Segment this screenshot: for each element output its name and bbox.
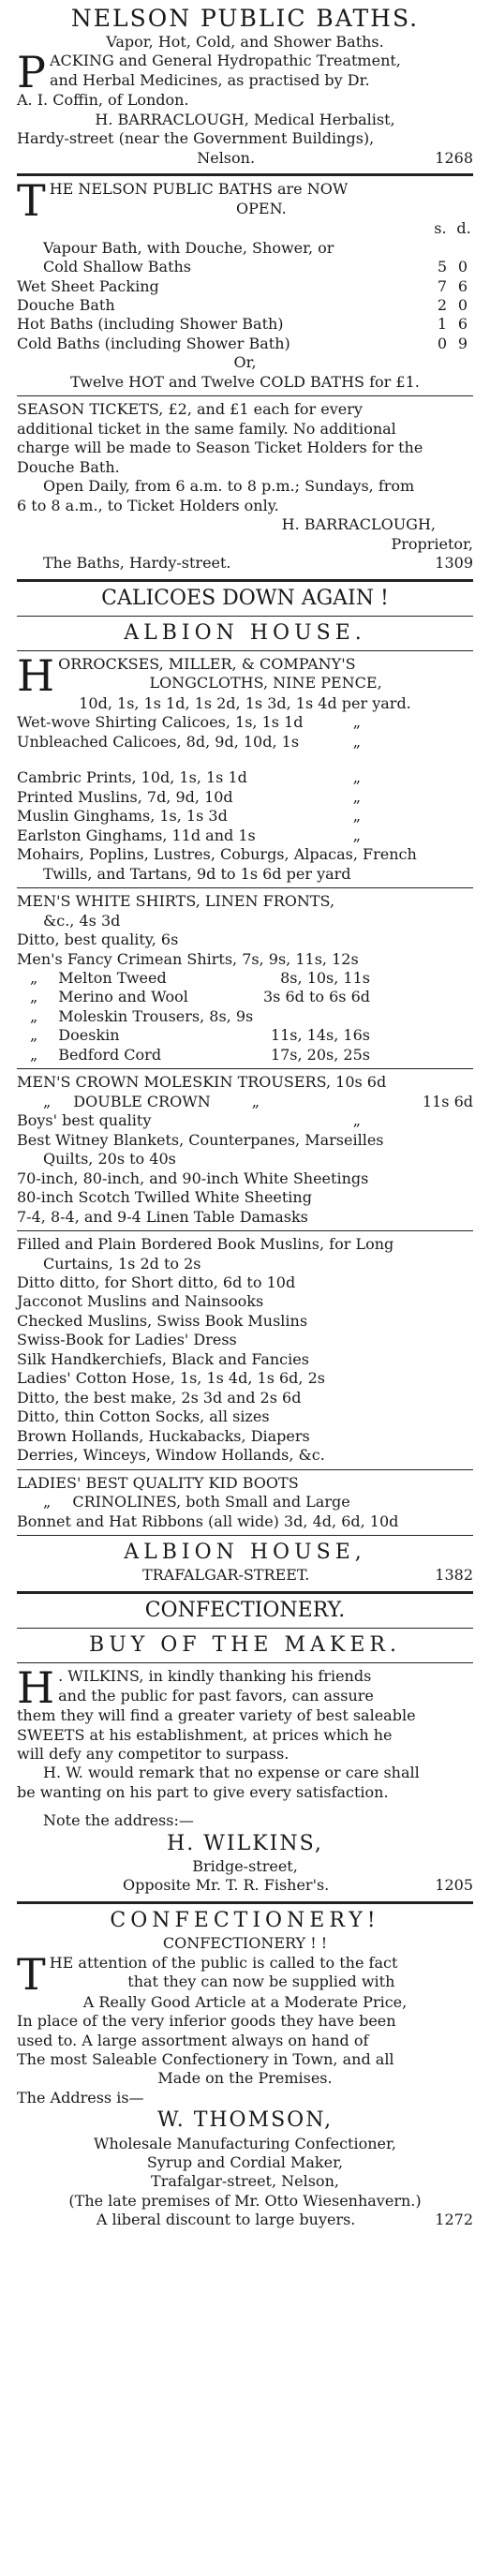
ad-number: 1272 xyxy=(435,2211,473,2229)
ad-nelson-public-baths-1 xyxy=(17,4,473,168)
list-item xyxy=(17,1111,473,1130)
price-row xyxy=(17,315,473,334)
divider xyxy=(17,1628,473,1629)
list-item xyxy=(17,1093,473,1111)
text-line: Note the address:— xyxy=(43,1811,194,1830)
text-line: ACKING and General Hydropathic Treatment, xyxy=(49,52,401,70)
list-item-text: DOUBLE CROWN xyxy=(73,1092,211,1110)
text-line: MEN'S WHITE SHIRTS, LINEN FRONTS, xyxy=(17,892,335,911)
divider xyxy=(17,1535,473,1536)
ad-title: CONFECTIONERY! xyxy=(110,1908,380,1932)
list-item-price: 11s 6d xyxy=(422,1092,473,1110)
ditto-mark: „ xyxy=(30,1006,38,1025)
text-line: The Address is— xyxy=(17,2088,144,2107)
ad-footer-title: ALBION HOUSE, xyxy=(124,1541,366,1565)
list-item xyxy=(17,1046,473,1065)
ad-number: 1382 xyxy=(435,1566,473,1585)
drop-cap: T xyxy=(17,1948,46,2000)
text-line: additional ticket in the same family. No additional xyxy=(17,419,396,438)
text-line: Syrup and Cordial Maker, xyxy=(146,2153,344,2171)
list-item xyxy=(17,969,473,988)
divider xyxy=(17,1230,473,1231)
text-line: HE attention of the public is called to the fact xyxy=(49,1953,398,1972)
advertiser-name: W. THOMSON, xyxy=(156,2108,334,2133)
list-item xyxy=(17,733,473,752)
list-item-text: CRINOLINES, both Small and Large xyxy=(72,1493,350,1511)
list-item xyxy=(17,1493,473,1511)
list-item-text: Bedford Cord xyxy=(58,1045,162,1064)
text-line: Hardy-street (near the Government Buildings), xyxy=(17,129,375,148)
text-line: Twelve HOT and Twelve COLD BATHS for £1. xyxy=(70,372,420,391)
list-item xyxy=(17,788,473,807)
divider xyxy=(17,173,473,176)
ad-number: 1205 xyxy=(435,1876,473,1895)
text-line: Proprietor, xyxy=(391,534,473,553)
ad-title: NELSON PUBLIC BATHS. xyxy=(70,5,420,32)
text-line: Best Witney Blankets, Counterpanes, Marseilles xyxy=(17,1130,384,1149)
ditto-mark: „ xyxy=(352,732,361,751)
list-item xyxy=(17,826,473,845)
ad-subtitle: CONFECTIONERY ! ! xyxy=(162,1934,328,1953)
list-item-text: Doeskin xyxy=(58,1026,120,1045)
text-line xyxy=(17,1566,473,1585)
ditto-mark: „ xyxy=(352,1111,361,1130)
divider xyxy=(17,887,473,888)
ad-body xyxy=(17,47,473,168)
text-line: LONGCLOTHS, NINE PENCE, xyxy=(149,674,382,692)
divider xyxy=(17,616,473,617)
text-line: The Baths, Hardy-street. xyxy=(43,554,231,573)
price-row xyxy=(17,296,473,315)
price-d: 6 xyxy=(457,276,468,295)
price-row xyxy=(17,258,473,276)
col-pence: d. xyxy=(456,219,471,238)
list-item-text: Wet-wove Shirting Calicoes, 1s, 1s 1d xyxy=(17,713,304,732)
text-line: H. BARRACLOUGH, xyxy=(281,515,436,534)
drop-cap: H xyxy=(17,1662,55,1714)
text-line: Ladies' Cotton Hose, 1s, 1s 4d, 1s 6d, 2s xyxy=(17,1369,325,1388)
text-line: Ditto, best quality, 6s xyxy=(17,931,179,949)
price-label: Cold Shallow Baths xyxy=(43,258,192,276)
ditto-mark: „ xyxy=(30,988,38,1006)
ditto-mark: „ xyxy=(30,968,38,987)
list-item-text: Boys' best quality xyxy=(17,1111,152,1130)
ad-nelson-public-baths-2 xyxy=(17,175,473,573)
ad-number: 1309 xyxy=(435,554,473,573)
ad-thomson-confectionery xyxy=(17,1908,473,2230)
ditto-mark: „ xyxy=(352,713,361,732)
price-label: Wet Sheet Packing xyxy=(17,276,159,295)
text-line: Silk Handkerchiefs, Black and Fancies xyxy=(17,1349,309,1368)
list-item-price: 11s, 14s, 16s xyxy=(270,1026,370,1045)
ditto-mark: „ xyxy=(352,807,361,826)
divider xyxy=(17,1469,473,1470)
text-line: In place of the very inferior goods they have been xyxy=(17,2012,396,2031)
divider xyxy=(17,579,473,582)
price-d: 6 xyxy=(457,315,468,334)
col-shillings: s. xyxy=(434,219,447,238)
text-line: Ditto, thin Cotton Socks, all sizes xyxy=(17,1407,270,1426)
text-line: Filled and Plain Bordered Book Muslins, for Long xyxy=(17,1235,394,1254)
list-item-text: Melton Tweed xyxy=(58,968,167,987)
ditto-mark: „ xyxy=(43,1493,52,1511)
text-line: The most Saleable Confectionery in Town, and all xyxy=(17,2049,394,2068)
ditto-mark: „ xyxy=(352,787,361,806)
price-d: 0 xyxy=(457,258,468,276)
text-line: ORROCKSES, MILLER, & COMPANY'S xyxy=(58,654,356,673)
ad-title: CONFECTIONERY. xyxy=(144,1598,346,1622)
text-line: used to. A large assortment always on hand of xyxy=(17,2031,369,2049)
text-line: Brown Hollands, Huckabacks, Diapers xyxy=(17,1426,310,1445)
text-line xyxy=(17,554,473,573)
divider xyxy=(17,1662,473,1663)
price-d: 9 xyxy=(457,334,468,352)
text-line: 10d, 1s, 1s 1d, 1s 2d, 1s 3d, 1s 4d per yard. xyxy=(79,693,411,712)
price-s: 2 xyxy=(437,296,448,314)
text-line: Derries, Winceys, Window Hollands, &c. xyxy=(17,1446,325,1465)
text-line: LADIES' BEST QUALITY KID BOOTS xyxy=(17,1473,299,1492)
divider xyxy=(17,1068,473,1069)
text-line: Douche Bath. xyxy=(17,457,120,476)
list-item-text: Printed Muslins, 7d, 9d, 10d xyxy=(17,787,233,806)
text-line: Open Daily, from 6 a.m. to 8 p.m.; Sundays, from xyxy=(43,477,415,496)
text-line: OPEN. xyxy=(236,199,287,217)
text-line: Curtains, 1s 2d to 2s xyxy=(43,1254,201,1273)
list-item-price: 17s, 20s, 25s xyxy=(270,1045,370,1064)
text-line: A liberal discount to large buyers. xyxy=(96,2211,356,2229)
divider xyxy=(17,1591,473,1594)
text-line: that they can now be supplied with xyxy=(127,1973,395,1991)
divider xyxy=(17,650,473,651)
divider xyxy=(17,1901,473,1904)
text-line: will defy any competitor to surpass. xyxy=(17,1744,290,1763)
price-column-headers xyxy=(17,219,473,238)
text-line: Opposite Mr. T. R. Fisher's. xyxy=(123,1876,330,1895)
list-item-text: Merino and Wool xyxy=(58,988,188,1006)
text-line: Bridge-street, xyxy=(192,1857,298,1875)
ditto-mark: „ xyxy=(30,1026,38,1045)
text-line: be wanting on his part to give every satisfaction. xyxy=(17,1782,389,1801)
text-line: Jacconot Muslins and Nainsooks xyxy=(17,1292,264,1311)
text-line: Twills, and Tartans, 9d to 1s 6d per yard xyxy=(43,864,351,883)
text-line: H. W. would remark that no expense or care shall xyxy=(43,1764,420,1782)
text-line: Mohairs, Poplins, Lustres, Coburgs, Alpacas, French xyxy=(17,845,417,864)
ad-number: 1268 xyxy=(435,148,473,167)
ad-headline: CALICOES DOWN AGAIN ! xyxy=(101,586,389,610)
text-line: 7-4, 8-4, and 9-4 Linen Table Damasks xyxy=(17,1207,308,1226)
text-line: HE NELSON PUBLIC BATHS are NOW xyxy=(49,180,349,199)
list-item-text: Moleskin Trousers, 8s, 9s xyxy=(58,1006,254,1025)
price-s: 7 xyxy=(437,276,448,295)
list-item xyxy=(17,988,473,1006)
ad-wilkins-confectionery xyxy=(17,1598,473,1896)
text-line: and Herbal Medicines, as practised by Dr. xyxy=(49,70,370,89)
price-s: 0 xyxy=(437,334,448,352)
ad-title: ALBION HOUSE. xyxy=(124,620,366,645)
ad-albion-house xyxy=(17,586,473,1586)
text-line: Ditto ditto, for Short ditto, 6d to 10d xyxy=(17,1273,296,1291)
text-line: H. BARRACLOUGH, Medical Herbalist, xyxy=(95,110,395,128)
text-line xyxy=(17,2211,473,2229)
list-item-price xyxy=(370,1007,473,1026)
price-label: Hot Baths (including Shower Bath) xyxy=(17,315,284,334)
drop-cap: H xyxy=(17,649,55,701)
text-line xyxy=(17,1876,473,1895)
text-line: and the public for past favors, can assure xyxy=(58,1686,374,1705)
list-item-price: 3s 6d to 6s 6d xyxy=(262,988,370,1006)
text-line: Swiss-Book for Ladies' Dress xyxy=(17,1331,237,1349)
list-item-text: Cambric Prints, 10d, 1s, 1s 1d xyxy=(17,768,247,787)
text-line: &c., 4s 3d xyxy=(43,911,121,930)
text-line: Quilts, 20s to 40s xyxy=(43,1150,176,1169)
ditto-mark: „ xyxy=(352,826,361,844)
list-item-text: Earlston Ginghams, 11d and 1s xyxy=(17,826,256,844)
advertiser-name: H. WILKINS, xyxy=(167,1831,323,1855)
list-item-text: Unbleached Calicoes, 8d, 9d, 10d, 1s xyxy=(17,732,300,751)
bath-price-list xyxy=(17,258,473,353)
text-line: Made on the Premises. xyxy=(157,2069,333,2088)
text-line: . WILKINS, in kindly thanking his friends xyxy=(58,1667,372,1686)
price-label: Cold Baths (including Shower Bath) xyxy=(17,334,290,352)
text-line: A. I. Coffin, of London. xyxy=(17,91,189,110)
list-item xyxy=(17,1026,473,1045)
text-line: TRAFALGAR-STREET. xyxy=(141,1566,310,1585)
ditto-mark: „ xyxy=(352,768,361,787)
text-line: SWEETS at his establishment, at prices which he xyxy=(17,1725,393,1744)
list-item xyxy=(17,807,473,826)
list-item xyxy=(17,713,473,732)
price-row xyxy=(17,277,473,296)
ad-headline: BUY OF THE MAKER. xyxy=(89,1632,401,1657)
ditto-mark: „ xyxy=(30,1045,38,1064)
text-line: Wholesale Manufacturing Confectioner, xyxy=(94,2134,396,2152)
text-line: Ditto, the best make, 2s 3d and 2s 6d xyxy=(17,1388,302,1407)
text-line: (The late premises of Mr. Otto Wiesenhavern.) xyxy=(68,2191,422,2210)
text-line: Bonnet and Hat Ribbons (all wide) 3d, 4d, 6d, 10d xyxy=(17,1511,399,1530)
text-line: Vapour Bath, with Douche, Shower, or xyxy=(43,238,334,257)
drop-cap: T xyxy=(17,175,46,227)
text-line: MEN'S CROWN MOLESKIN TROUSERS, 10s 6d xyxy=(17,1073,387,1092)
text-line xyxy=(17,149,473,168)
price-d: 0 xyxy=(457,296,468,314)
price-label: Douche Bath xyxy=(17,296,115,314)
text-line: Or, xyxy=(233,353,257,372)
divider xyxy=(17,395,473,396)
price-s: 1 xyxy=(437,315,448,334)
list-item xyxy=(17,1007,473,1026)
ad-subtitle: Vapor, Hot, Cold, and Shower Baths. xyxy=(106,33,384,52)
list-item-text: Muslin Ginghams, 1s, 1s 3d xyxy=(17,807,228,826)
text-line: 70-inch, 80-inch, and 90-inch White Sheetings xyxy=(17,1169,369,1187)
text-line: them they will find a greater variety of best saleable xyxy=(17,1706,416,1725)
price-row xyxy=(17,335,473,353)
text-line: A Really Good Article at a Moderate Price, xyxy=(82,1992,408,2011)
list-item xyxy=(17,768,473,787)
text-line: Checked Muslins, Swiss Book Muslins xyxy=(17,1311,308,1330)
list-item-price: 8s, 10s, 11s xyxy=(280,968,370,987)
text-line: Nelson. xyxy=(197,148,256,167)
ditto-mark: „ xyxy=(43,1092,52,1110)
price-s: 5 xyxy=(437,258,448,276)
text-line: SEASON TICKETS, £2, and £1 each for every xyxy=(17,400,363,419)
text-line: Trafalgar-street, Nelson, xyxy=(151,2172,339,2191)
text-line: 6 to 8 a.m., to Ticket Holders only. xyxy=(17,496,279,514)
text-line: 80-inch Scotch Twilled White Sheeting xyxy=(17,1188,312,1207)
text-line: charge will be made to Season Ticket Holders for the xyxy=(17,439,423,457)
text-line: Men's Fancy Crimean Shirts, 7s, 9s, 11s, 12s xyxy=(17,949,359,968)
ditto-mark: „ xyxy=(251,1092,260,1110)
drop-cap: P xyxy=(17,47,46,98)
